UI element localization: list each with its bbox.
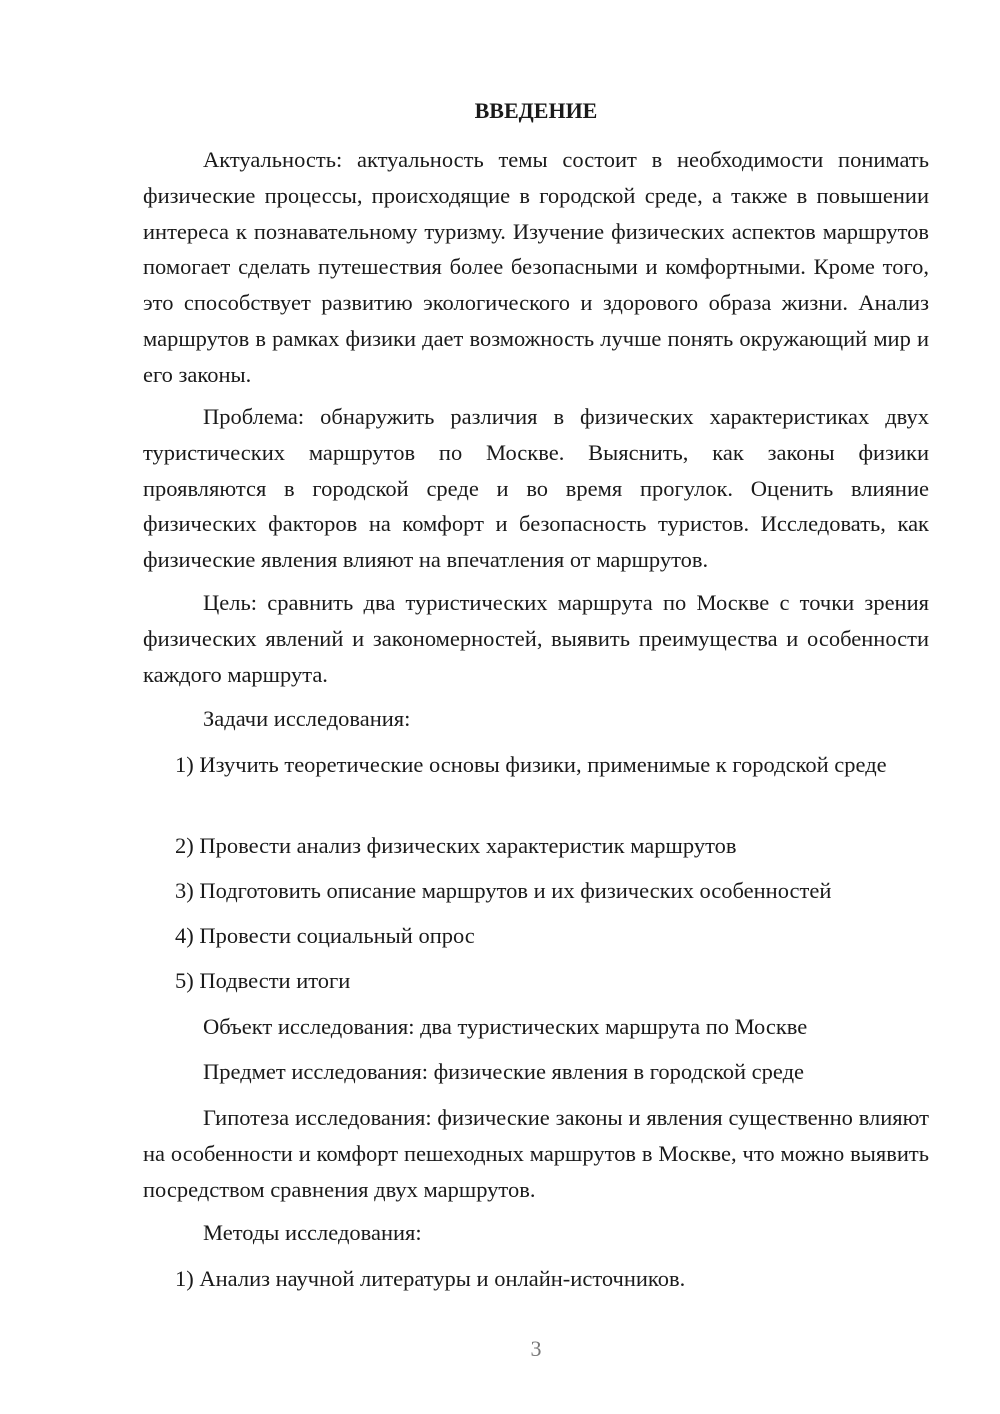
relevance-paragraph: Актуальность: актуальность темы состоит в необходимости понимать физические процессы, происходящие в городской среде, а также в повышении интереса к познавательному туризму. Изучение физических аспектов маршрутов помогает сделать путешествия более безопасными и комфортными. Кроме того, это способствует развитию экологического и здорового образа жизни. Анализ маршрутов в рамках физики дает возможность лучше понять окружающий мир и его законы. [143, 147, 929, 387]
object-paragraph: Объект исследования: два туристических маршрута по Москве [203, 1014, 808, 1039]
goal-paragraph: Цель: сравнить два туристических маршрута по Москве с точки зрения физических явлений и закономерностей, выявить преимущества и особенности каждого маршрута. [143, 590, 929, 687]
task-item: 4) Провести социальный опрос [175, 923, 475, 948]
hypothesis-paragraph: Гипотеза исследования: физические законы и явления существенно влияют на особенности и комфорт пешеходных маршрутов в Москве, что можно выявить посредством сравнения двух маршрутов. [143, 1105, 929, 1202]
page-number: 3 [530, 1336, 542, 1361]
task-item: 1) Изучить теоретические основы физики, применимые к городской среде [175, 752, 887, 777]
document-page [143, 0, 929, 1414]
section-heading: ВВЕДЕНИЕ [474, 98, 598, 123]
methods-title: Методы исследования: [203, 1220, 422, 1245]
problem-paragraph: Проблема: обнаружить различия в физических характеристиках двух туристических маршрутов по Москве. Выяснить, как законы физики проявляются в городской среде и во время прогулок. Оценить влияние физических факторов на комфорт и безопасность туристов. Исследовать, как физические явления влияют на впечатления от маршрутов. [143, 404, 929, 573]
tasks-title: Задачи исследования: [203, 706, 411, 731]
task-item: 2) Провести анализ физических характеристик маршрутов [175, 833, 737, 858]
task-item: 5) Подвести итоги [175, 968, 351, 993]
task-item: 3) Подготовить описание маршрутов и их физических особенностей [175, 878, 832, 903]
subject-paragraph: Предмет исследования: физические явления в городской среде [203, 1059, 805, 1084]
method-item: 1) Анализ научной литературы и онлайн-источников. [175, 1266, 686, 1291]
